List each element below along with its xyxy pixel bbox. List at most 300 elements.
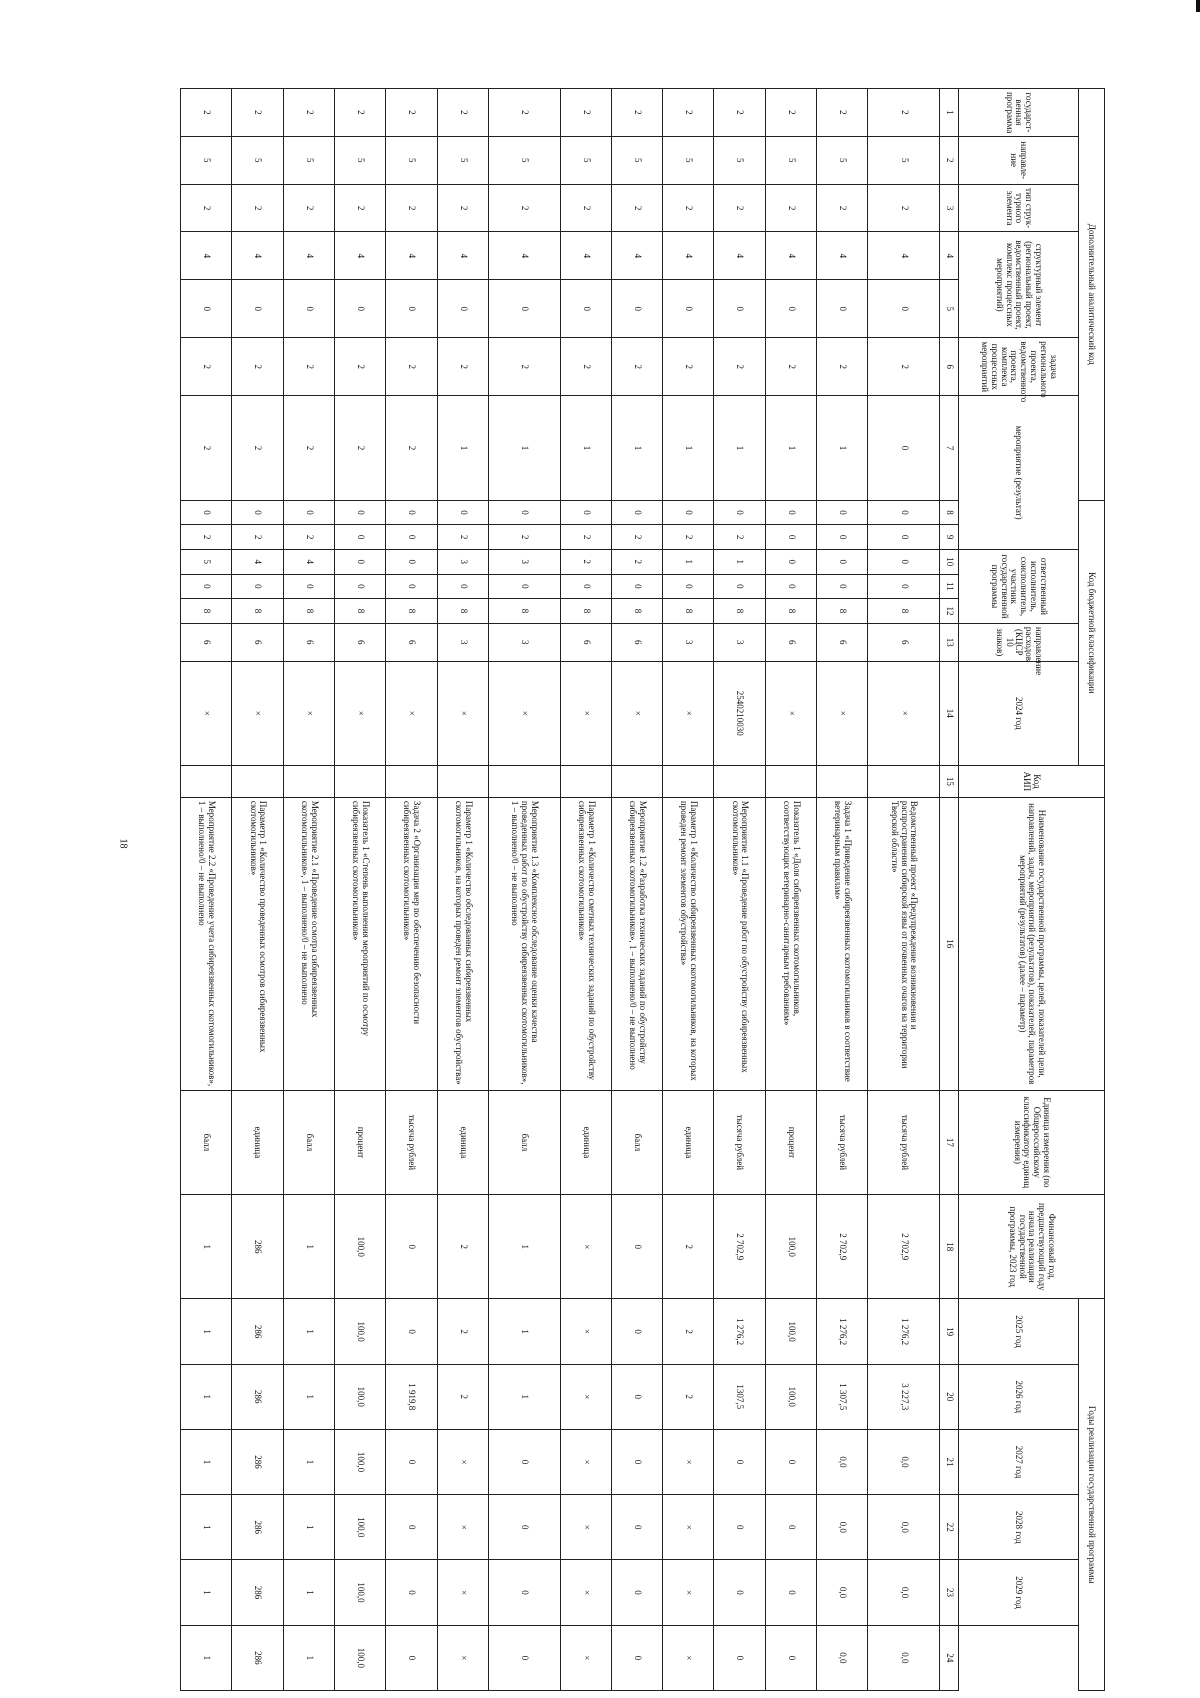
direction-code-cell: 2 (816, 184, 867, 232)
value-2024-cell: 1 276,2 (816, 1299, 867, 1364)
item-name-cell: Параметр 1 «Количество проведенных осмотров сибиреязвенных скотомогильников» (232, 797, 283, 1090)
task-code-cell: 2 (181, 396, 232, 500)
value-2028-cell: 0 (714, 1560, 765, 1625)
base-year-value-cell: × (560, 1195, 611, 1299)
table-row (560, 89, 611, 1691)
base-year-value-cell: 100,0 (765, 1195, 816, 1299)
aip-code-cell (765, 765, 816, 797)
element-type-cell: 4 (868, 232, 940, 280)
unit-cell: тысяча рублей (868, 1090, 940, 1194)
table-row (663, 89, 714, 1691)
expense-direction-cell: × (437, 661, 488, 765)
task-code-cell: 2 (334, 396, 385, 500)
activity-code-cell: 0 (334, 549, 385, 574)
struct-element-code-cell: 0 (181, 280, 232, 338)
struct-element-code-cell: 2 (181, 338, 232, 396)
activity-code-cell: 0 (663, 500, 714, 525)
year-header-2024: 2024 год (959, 661, 1079, 765)
activity-code-cell: 0 (386, 549, 437, 574)
struct-element-code-cell: 2 (488, 338, 560, 396)
aip-code-header: Код АИП (959, 765, 1105, 797)
expense-direction-cell: × (283, 661, 334, 765)
value-2025-cell: × (560, 1364, 611, 1429)
year-header-2026: 2026 год (959, 1364, 1079, 1429)
value-2024-cell: 0 (611, 1299, 662, 1364)
executor-code-cell: 0 (560, 574, 611, 599)
value-2027-cell: 0 (611, 1495, 662, 1560)
activity-code-cell: 0 (232, 500, 283, 525)
element-type-cell: 4 (334, 232, 385, 280)
program-code-cell: 2 (816, 89, 867, 137)
value-2028-cell: × (437, 1560, 488, 1625)
value-2029-cell: 0 (611, 1625, 662, 1690)
column-number: 4 (940, 232, 959, 280)
item-name-cell: Задача 2 «Организация мер по обеспечению безопасности сибиреязвенных скотомогильников» (386, 797, 437, 1090)
rotated-table-container (180, 88, 1105, 1691)
unit-cell: единица (437, 1090, 488, 1194)
activity-code-cell: 2 (437, 525, 488, 550)
base-year-value-cell: 2 (437, 1195, 488, 1299)
expense-direction-cell: × (868, 661, 940, 765)
value-2027-cell: 1 (181, 1495, 232, 1560)
aip-code-cell (232, 765, 283, 797)
value-2029-cell: 0,0 (868, 1625, 940, 1690)
program-code-cell: 5 (488, 136, 560, 184)
expense-direction-cell: × (765, 661, 816, 765)
column-number: 22 (940, 1495, 959, 1560)
table-row (232, 89, 283, 1691)
executor-code-cell: 6 (181, 623, 232, 661)
table-head (940, 89, 1105, 1691)
name-header: Наименование государственной программы, целей, показателей цели, направлений, задач, мероприятий (результатов), показателей, параметров мероприятий (результатов) (далее – параметр) (959, 797, 1105, 1090)
program-header: государст-венная программа (959, 89, 1079, 137)
unit-cell: балл (181, 1090, 232, 1194)
activity-code-cell: 0 (386, 525, 437, 550)
element-type-cell: 4 (283, 232, 334, 280)
task-code-cell: 1 (663, 396, 714, 500)
executor-code-cell: 6 (611, 623, 662, 661)
scan-edge-mark (1196, 0, 1200, 12)
value-2026-cell: × (663, 1429, 714, 1494)
value-2029-cell: 0 (386, 1625, 437, 1690)
struct-element-code-cell: 0 (765, 280, 816, 338)
value-2026-cell: × (437, 1429, 488, 1494)
program-code-cell: 5 (334, 136, 385, 184)
value-2027-cell: 286 (232, 1495, 283, 1560)
value-2024-cell: 1 (283, 1299, 334, 1364)
executor-code-cell: 3 (488, 623, 560, 661)
task-code-cell: 1 (714, 396, 765, 500)
activity-code-cell: 2 (714, 525, 765, 550)
expense-direction-cell: × (663, 661, 714, 765)
activity-code-cell: 4 (232, 549, 283, 574)
value-2024-cell: 2 (437, 1299, 488, 1364)
unit-cell: единица (560, 1090, 611, 1194)
activity-code-cell: 4 (283, 549, 334, 574)
table-row (611, 89, 662, 1691)
column-number: 24 (940, 1625, 959, 1690)
column-number-row (940, 89, 959, 1691)
executor-code-cell: 6 (816, 623, 867, 661)
program-code-cell: 2 (386, 89, 437, 137)
value-2027-cell: 0 (386, 1495, 437, 1560)
value-2029-cell: 0 (488, 1625, 560, 1690)
table-row (816, 89, 867, 1691)
column-number: 1 (940, 89, 959, 137)
program-code-cell: 5 (868, 136, 940, 184)
additional-code-header: Дополнительный аналитический код (1079, 89, 1105, 501)
value-2028-cell: 100,0 (334, 1560, 385, 1625)
element-type-cell: 4 (437, 232, 488, 280)
expense-direction-header: направление расходов (КЦСР 10 знаков) (959, 623, 1079, 661)
executor-code-cell: 8 (437, 599, 488, 624)
executor-code-cell: 3 (437, 623, 488, 661)
activity-code-cell: 0 (765, 500, 816, 525)
item-name-cell: Параметр 1 «Количество сметных технических заданий по обустройству сибиреязвенных скотомогильников» (560, 797, 611, 1090)
budget-code-header: Код бюджетной классификации (1079, 500, 1105, 765)
program-code-cell: 5 (232, 136, 283, 184)
struct-element-code-cell: 0 (283, 280, 334, 338)
value-2028-cell: 0 (386, 1560, 437, 1625)
program-code-cell: 5 (181, 136, 232, 184)
value-2025-cell: 1 (181, 1364, 232, 1429)
program-code-cell: 2 (560, 89, 611, 137)
task-code-cell: 1 (560, 396, 611, 500)
value-2025-cell: 100,0 (334, 1364, 385, 1429)
value-2028-cell: 0 (488, 1560, 560, 1625)
struct-element-code-cell: 2 (611, 338, 662, 396)
struct-element-code-cell: 2 (232, 338, 283, 396)
element-type-cell: 4 (611, 232, 662, 280)
value-2027-cell: 0 (488, 1495, 560, 1560)
program-code-cell: 2 (663, 89, 714, 137)
value-2029-cell: 0 (714, 1625, 765, 1690)
activity-code-cell: 0 (816, 549, 867, 574)
activity-code-cell: 0 (437, 500, 488, 525)
column-number: 16 (940, 797, 959, 1090)
item-name-cell: Мероприятие 1.2 «Разработка технических заданий по обустройству сибиреязвенных скотомогильников», 1 – выполнено/0 – не выполнено (611, 797, 662, 1090)
executor-code-cell: 8 (386, 599, 437, 624)
value-2029-cell: 0 (765, 1625, 816, 1690)
executor-code-cell: 8 (765, 599, 816, 624)
table-row (488, 89, 560, 1691)
element-type-cell: 4 (663, 232, 714, 280)
unit-cell: балл (283, 1090, 334, 1194)
direction-code-cell: 2 (560, 184, 611, 232)
struct-element-code-cell: 2 (816, 338, 867, 396)
element-type-cell: 4 (386, 232, 437, 280)
struct-element-code-cell: 0 (437, 280, 488, 338)
task-code-cell: 2 (386, 396, 437, 500)
program-code-cell: 2 (232, 89, 283, 137)
executor-code-cell: 6 (386, 623, 437, 661)
executor-code-cell: 0 (181, 574, 232, 599)
struct-element-code-cell: 2 (765, 338, 816, 396)
value-2029-cell: × (663, 1625, 714, 1690)
executor-code-cell: 8 (560, 599, 611, 624)
task-code-cell: 0 (868, 396, 940, 500)
struct-element-code-cell: 0 (386, 280, 437, 338)
aip-code-cell (386, 765, 437, 797)
value-2026-cell: 0,0 (816, 1429, 867, 1494)
executor-code-cell: 0 (488, 574, 560, 599)
value-2024-cell: 1 (488, 1299, 560, 1364)
value-2025-cell: 1 919,8 (386, 1364, 437, 1429)
value-2025-cell: 286 (232, 1364, 283, 1429)
base-year-value-cell: 286 (232, 1195, 283, 1299)
program-code-cell: 5 (714, 136, 765, 184)
program-code-cell: 2 (714, 89, 765, 137)
expense-direction-cell: × (488, 661, 560, 765)
base-year-value-cell: 1 (181, 1195, 232, 1299)
activity-code-cell: 2 (663, 525, 714, 550)
value-2027-cell: × (437, 1495, 488, 1560)
value-2026-cell: 0 (611, 1429, 662, 1494)
value-2026-cell: 0,0 (868, 1429, 940, 1494)
program-code-cell: 5 (283, 136, 334, 184)
column-number: 23 (940, 1560, 959, 1625)
expense-direction-cell: 2540210030 (714, 661, 765, 765)
struct-element-code-cell: 2 (386, 338, 437, 396)
column-number: 14 (940, 661, 959, 765)
aip-code-cell (488, 765, 560, 797)
activity-code-cell: 0 (611, 500, 662, 525)
executor-code-cell: 0 (816, 574, 867, 599)
value-2027-cell: 0,0 (868, 1495, 940, 1560)
executor-code-cell: 0 (386, 574, 437, 599)
activity-code-cell: 5 (181, 549, 232, 574)
direction-code-cell: 2 (283, 184, 334, 232)
direction-code-cell: 2 (714, 184, 765, 232)
executor-code-cell: 8 (816, 599, 867, 624)
element-type-cell: 4 (232, 232, 283, 280)
column-number: 15 (940, 765, 959, 797)
task-code-cell: 1 (765, 396, 816, 500)
executor-code-cell: 0 (714, 574, 765, 599)
direction-code-cell: 2 (488, 184, 560, 232)
activity-code-cell: 2 (560, 525, 611, 550)
unit-cell: тысяча рублей (714, 1090, 765, 1194)
unit-cell: процент (334, 1090, 385, 1194)
value-2028-cell: 0 (765, 1560, 816, 1625)
item-name-cell: Показатель 1 «Степень выполнения мероприятий по осмотру сибиреязвенных скотомогильников» (334, 797, 385, 1090)
program-table (180, 88, 1105, 1691)
value-2024-cell: 100,0 (765, 1299, 816, 1364)
executor-code-cell: 6 (560, 623, 611, 661)
base-year-value-cell: 2 702,9 (816, 1195, 867, 1299)
unit-cell: единица (232, 1090, 283, 1194)
program-code-cell: 2 (334, 89, 385, 137)
executor-header: ответственный исполнитель, соисполнитель, участник государственной программы (959, 549, 1079, 623)
activity-code-cell: 0 (868, 549, 940, 574)
activity-code-cell: 0 (714, 500, 765, 525)
direction-code-cell: 2 (868, 184, 940, 232)
struct-element-code-cell: 0 (232, 280, 283, 338)
direction-header: направле-ние (959, 136, 1079, 184)
executor-code-cell: 6 (868, 623, 940, 661)
struct-element-code-cell: 0 (868, 280, 940, 338)
value-2024-cell: × (560, 1299, 611, 1364)
value-2026-cell: 0 (714, 1429, 765, 1494)
aip-code-cell (663, 765, 714, 797)
value-2028-cell: 0,0 (868, 1560, 940, 1625)
value-2024-cell: 1 (181, 1299, 232, 1364)
aip-code-cell (560, 765, 611, 797)
element-type-cell: 4 (765, 232, 816, 280)
column-number: 13 (940, 623, 959, 661)
value-2025-cell: 1307,5 (714, 1364, 765, 1429)
value-2026-cell: 286 (232, 1429, 283, 1494)
executor-code-cell: 8 (488, 599, 560, 624)
activity-code-cell: 0 (816, 500, 867, 525)
activity-code-cell: 3 (437, 549, 488, 574)
executor-code-cell: 0 (232, 574, 283, 599)
direction-code-cell: 2 (386, 184, 437, 232)
struct-element-code-cell: 0 (334, 280, 385, 338)
activity-header: мероприятие (результат) (959, 396, 1079, 550)
struct-element-code-cell: 0 (663, 280, 714, 338)
value-2026-cell: 0 (488, 1429, 560, 1494)
table-row (283, 89, 334, 1691)
value-2029-cell: 1 (181, 1625, 232, 1690)
value-2028-cell: × (663, 1560, 714, 1625)
table-row (437, 89, 488, 1691)
type-header: тип струк-турного элемента (959, 184, 1079, 232)
executor-code-cell: 0 (437, 574, 488, 599)
item-name-cell: Параметр 1 «Количество сибиреязвенных скотомогильников, на которых проведен ремонт элементов обустройства» (663, 797, 714, 1090)
executor-code-cell: 6 (765, 623, 816, 661)
value-2029-cell: 1 (283, 1625, 334, 1690)
task-code-cell: 1 (488, 396, 560, 500)
table-row (386, 89, 437, 1691)
expense-direction-cell: × (611, 661, 662, 765)
value-2024-cell: 286 (232, 1299, 283, 1364)
value-2025-cell: 2 (663, 1364, 714, 1429)
unit-cell: единица (663, 1090, 714, 1194)
year-header-2025: 2025 год (959, 1299, 1079, 1364)
column-number: 10 (940, 549, 959, 574)
element-type-cell: 4 (816, 232, 867, 280)
activity-code-cell: 0 (765, 525, 816, 550)
item-name-cell: Мероприятие 1.1 «Проведение работ по обустройству сибиреязвенных скотомогильников» (714, 797, 765, 1090)
year-header-2028: 2028 год (959, 1495, 1079, 1560)
value-2025-cell: 0 (611, 1364, 662, 1429)
executor-code-cell: 8 (663, 599, 714, 624)
base-year-header: Финансовый год, предшествующий году начала реализации государственной программы, 2023 год (959, 1195, 1105, 1299)
base-year-value-cell: 1 (488, 1195, 560, 1299)
struct-element-code-cell: 2 (663, 338, 714, 396)
executor-code-cell: 6 (334, 623, 385, 661)
item-name-cell: Ведомственный проект «Предупреждение возникновения и распространения сибирской язвы от почвенных очагов на территории Тверской области» (868, 797, 940, 1090)
activity-code-cell: 2 (488, 525, 560, 550)
value-2025-cell: 1 (283, 1364, 334, 1429)
activity-code-cell: 0 (386, 500, 437, 525)
column-number: 12 (940, 599, 959, 624)
table-row (714, 89, 765, 1691)
base-year-value-cell: 2 (663, 1195, 714, 1299)
executor-code-cell: 8 (868, 599, 940, 624)
direction-code-cell: 2 (232, 184, 283, 232)
base-year-value-cell: 2 702,9 (868, 1195, 940, 1299)
executor-code-cell: 8 (283, 599, 334, 624)
year-header-2027: 2027 год (959, 1429, 1079, 1494)
struct-element-code-cell: 2 (334, 338, 385, 396)
table-row (868, 89, 940, 1691)
element-type-cell: 4 (560, 232, 611, 280)
column-number: 20 (940, 1364, 959, 1429)
value-2025-cell: 1 307,5 (816, 1364, 867, 1429)
program-code-cell: 2 (283, 89, 334, 137)
activity-code-cell: 0 (816, 525, 867, 550)
activity-code-cell: 0 (868, 525, 940, 550)
table-row (181, 89, 232, 1691)
item-name-cell: Параметр 1 «Количество обследованных сибиреязвенных скотомогильников, на которых проведен ремонт элементов обустройства» (437, 797, 488, 1090)
value-2024-cell: 1 276,2 (868, 1299, 940, 1364)
table-viewport (180, 88, 1105, 1691)
aip-code-cell (437, 765, 488, 797)
program-code-cell: 5 (816, 136, 867, 184)
struct-element-code-cell: 2 (560, 338, 611, 396)
value-2027-cell: 0,0 (816, 1495, 867, 1560)
task-code-cell: 2 (232, 396, 283, 500)
year-header-2029: 2029 год (959, 1560, 1079, 1625)
task-code-cell: 1 (816, 396, 867, 500)
expense-direction-cell: × (386, 661, 437, 765)
activity-code-cell: 0 (334, 525, 385, 550)
element-type-cell: 4 (181, 232, 232, 280)
struct-element-code-cell: 0 (488, 280, 560, 338)
expense-direction-cell: × (232, 661, 283, 765)
unit-header: Единица измерения (по Общероссийскому классификатору единиц измерения) (959, 1090, 1105, 1194)
executor-code-cell: 0 (283, 574, 334, 599)
page-number: 18 (117, 838, 129, 849)
direction-code-cell: 2 (765, 184, 816, 232)
unit-cell: тысяча рублей (386, 1090, 437, 1194)
program-code-cell: 2 (488, 89, 560, 137)
column-number: 18 (940, 1195, 959, 1299)
executor-code-cell: 8 (181, 599, 232, 624)
activity-code-cell: 2 (232, 525, 283, 550)
value-2025-cell: 1 (488, 1364, 560, 1429)
value-2024-cell: 1 276,2 (714, 1299, 765, 1364)
activity-code-cell: 0 (560, 500, 611, 525)
executor-code-cell: 0 (611, 574, 662, 599)
value-2026-cell: 1 (283, 1429, 334, 1494)
program-code-cell: 5 (386, 136, 437, 184)
value-2027-cell: 1 (283, 1495, 334, 1560)
table-body (181, 89, 940, 1691)
unit-cell: процент (765, 1090, 816, 1194)
item-name-cell: Задача 1 «Приведение сибиреязвенных скотомогильников в соответствие ветеринарным правилам» (816, 797, 867, 1090)
activity-code-cell: 2 (283, 525, 334, 550)
struct-element-code-cell: 0 (611, 280, 662, 338)
unit-cell: балл (488, 1090, 560, 1194)
executor-code-cell: 8 (334, 599, 385, 624)
value-2029-cell: × (560, 1625, 611, 1690)
executor-code-cell: 6 (283, 623, 334, 661)
executor-code-cell: 3 (663, 623, 714, 661)
expense-direction-cell: × (181, 661, 232, 765)
column-number: 2 (940, 136, 959, 184)
executor-code-cell: 0 (663, 574, 714, 599)
base-year-value-cell: 2 702,9 (714, 1195, 765, 1299)
element-type-cell: 4 (714, 232, 765, 280)
value-2029-cell: 0,0 (816, 1625, 867, 1690)
base-year-value-cell: 0 (611, 1195, 662, 1299)
item-name-cell: Показатель 1 «Доля сибиреязвенных скотомогильников, соответствующих ветеринарно-санитарным требованиям» (765, 797, 816, 1090)
aip-code-cell (714, 765, 765, 797)
value-2026-cell: 0 (765, 1429, 816, 1494)
